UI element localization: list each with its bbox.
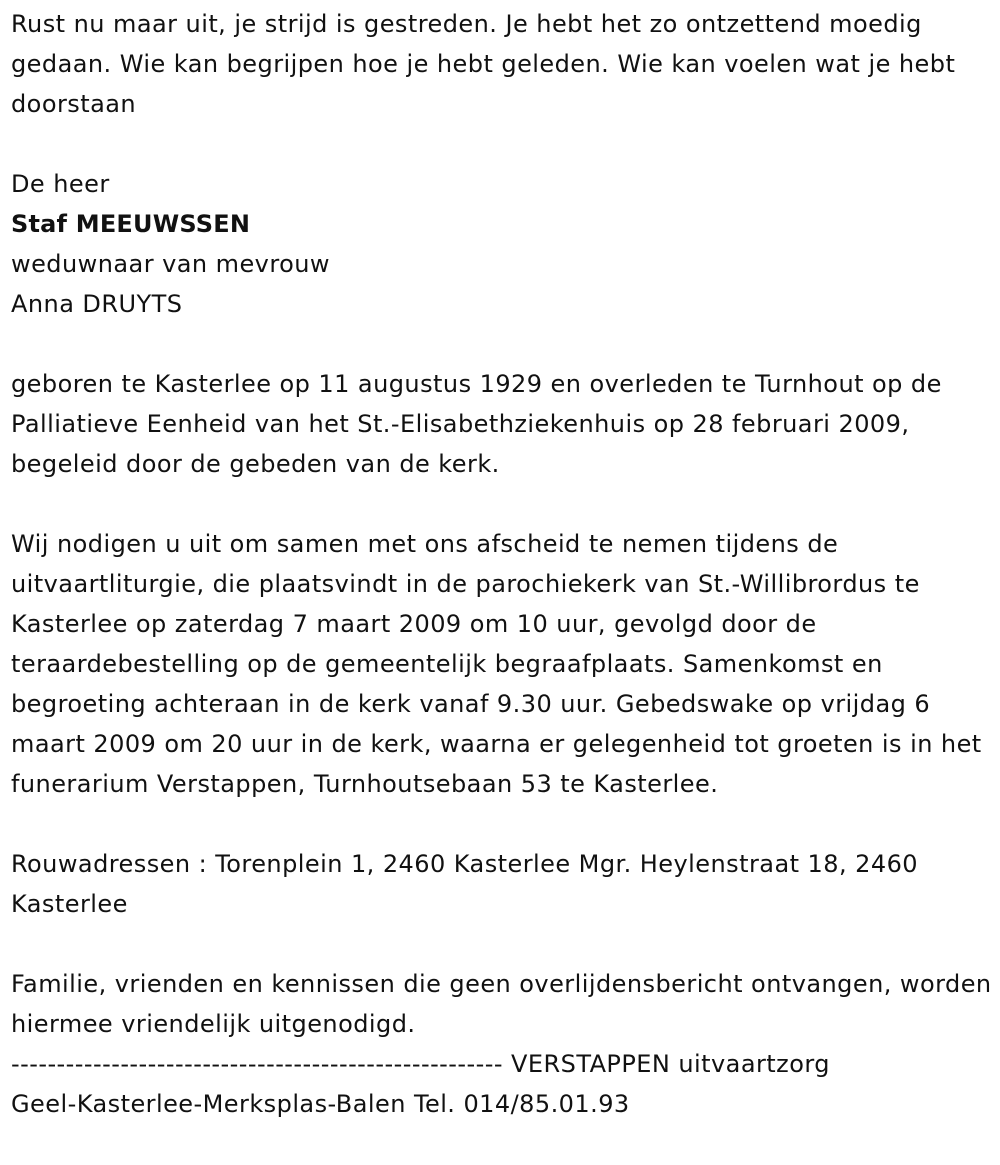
undertaker-line: ------------------------------------------------------ VERSTAPPEN uitvaartzorg bbox=[11, 1050, 830, 1078]
spacer bbox=[11, 804, 996, 844]
invitation-paragraph: Wij nodigen u uit om samen met ons afscheid te nemen tijdens de uitvaartliturgie, die plaatsvindt in de parochiekerk van St.-Willibrordus te Kasterlee op zaterdag 7 maart 2009 om 10 uur, gevolgd door de teraardebestelling op de gemeentelijk begraafplaats. Samenkomst en begroeting achteraan in de kerk vanaf 9.30 uur. Gebedswake op vrijdag 6 maart 2009 om 20 uur in de kerk, waarna er gelegenheid tot groeten is in het funerarium Verstappen, Turnhoutsebaan 53 te Kasterlee. bbox=[11, 530, 982, 798]
family-notice: Familie, vrienden en kennissen die geen overlijdensbericht ontvangen, worden hiermee vriendelijk uitgenodigd. bbox=[11, 970, 992, 1038]
obituary-document bbox=[11, 4, 996, 1124]
spouse-name: Anna DRUYTS bbox=[11, 290, 183, 318]
salutation: De heer bbox=[11, 170, 110, 198]
widower-of: weduwnaar van mevrouw bbox=[11, 250, 331, 278]
addresses-paragraph: Rouwadressen : Torenplein 1, 2460 Kasterlee Mgr. Heylenstraat 18, 2460 Kasterlee bbox=[11, 850, 919, 918]
poem-text: Rust nu maar uit, je strijd is gestreden. Je hebt het zo ontzettend moedig gedaan. Wie kan begrijpen hoe je hebt geleden. Wie kan voelen wat je hebt doorstaan bbox=[11, 10, 956, 118]
spacer bbox=[11, 324, 996, 364]
deceased-name: Staf MEEUWSSEN bbox=[11, 210, 251, 238]
spacer bbox=[11, 484, 996, 524]
spacer bbox=[11, 124, 996, 164]
birth-death-paragraph: geboren te Kasterlee op 11 augustus 1929 en overleden te Turnhout op de Palliatieve Eenheid van het St.-Elisabethziekenhuis op 28 februari 2009, begeleid door de gebeden van de kerk. bbox=[11, 370, 942, 478]
undertaker-contact: Geel-Kasterlee-Merksplas-Balen Tel. 014/85.01.93 bbox=[11, 1090, 630, 1118]
spacer bbox=[11, 924, 996, 964]
